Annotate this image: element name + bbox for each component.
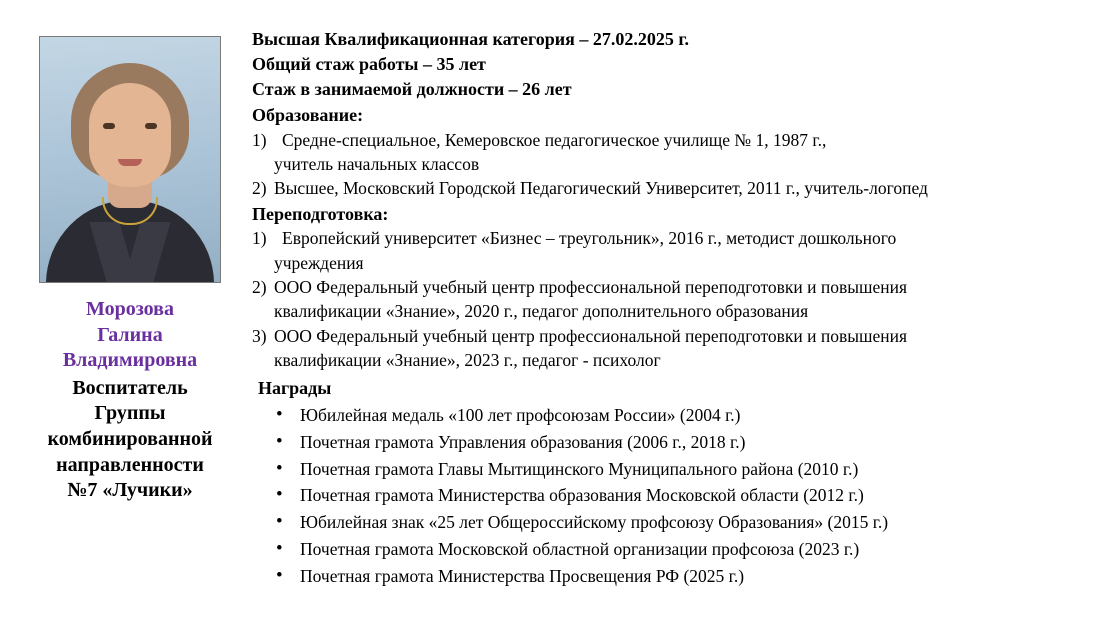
education-item-continuation: учитель начальных классов [274, 154, 480, 175]
retraining-item-text: ООО Федеральный учебный центр профессиональной переподготовки и повышения [274, 277, 908, 298]
education-item-number: 1) [252, 129, 267, 150]
retraining-item [252, 227, 1082, 250]
list-item: • Почетная грамота Главы Мытищинского Муниципального района (2010 г.) [264, 458, 1082, 481]
retraining-item-number: 1) [252, 228, 267, 249]
education-item-text: Средне-специальное, Кемеровское педагогическое училище № 1, 1987 г., [282, 129, 827, 150]
portrait-mouth [118, 159, 142, 166]
retraining-title: Переподготовка: [252, 203, 389, 224]
person-patronymic: Владимировна [62, 349, 198, 372]
retraining-item-text: Европейский университет «Бизнес – треугольник», 2016 г., методист дошкольного [282, 228, 897, 249]
list-item: • Юбилейная медаль «100 лет профсоюзам России» (2004 г.) [264, 404, 1082, 427]
list-item: • Почетная грамота Министерства образования Московской области (2012 г.) [264, 484, 1082, 507]
education-title: Образование: [252, 104, 364, 125]
portrait-eye-left [103, 123, 115, 129]
retraining-item-number: 3) [252, 325, 267, 346]
list-item: • Почетная грамота Московской областной организации профсоюза (2023 г.) [264, 538, 1082, 561]
awards-list [252, 404, 1082, 587]
retraining-item-continuation: квалификации «Знание», 2023 г., педагог - психолог [274, 349, 661, 370]
person-role [26, 376, 234, 504]
profile-column [26, 30, 234, 504]
portrait-face [89, 83, 171, 187]
education-item-text: Высшее, Московский Городской Педагогический Университет, 2011 г., учитель-логопед [274, 178, 928, 199]
portrait-eye-right [145, 123, 157, 129]
portrait-photo [39, 36, 221, 283]
education-item [252, 129, 1082, 152]
role-line-2: Группы [94, 402, 166, 425]
role-line-5: №7 «Лучики» [67, 479, 193, 502]
person-surname: Морозова [86, 298, 174, 320]
retraining-item-text: ООО Федеральный учебный центр профессиональной переподготовки и повышения [274, 325, 908, 346]
total-experience: Общий стаж работы – 35 лет [252, 53, 486, 74]
retraining-item-number: 2) [252, 277, 267, 298]
list-item: • Почетная грамота Министерства Просвещения РФ (2025 г.) [264, 565, 1082, 588]
person-name [26, 297, 234, 374]
list-item: • Почетная грамота Управления образования (2006 г., 2018 г.) [264, 431, 1082, 454]
list-item: • Юбилейная знак «25 лет Общероссийскому профсоюзу Образования» (2015 г.) [264, 511, 1082, 534]
role-line-3: комбинированной [47, 427, 213, 450]
position-experience: Стаж в занимаемой должности – 26 лет [252, 78, 572, 99]
retraining-item-continuation: квалификации «Знание», 2020 г., педагог дополнительного образования [274, 301, 809, 322]
retraining-item [252, 325, 1082, 348]
role-line-1: Воспитатель [72, 376, 188, 399]
retraining-item [252, 276, 1082, 299]
role-line-4: направленности [56, 453, 204, 476]
education-item-number: 2) [252, 178, 267, 199]
qualification-category: Высшая Квалификационная категория – 27.02.2025 г. [252, 29, 689, 49]
person-first-name: Галина [97, 323, 163, 346]
education-item [252, 177, 1082, 200]
retraining-item-continuation: учреждения [274, 252, 364, 273]
awards-title: Награды [258, 378, 332, 399]
details-column [252, 28, 1082, 591]
